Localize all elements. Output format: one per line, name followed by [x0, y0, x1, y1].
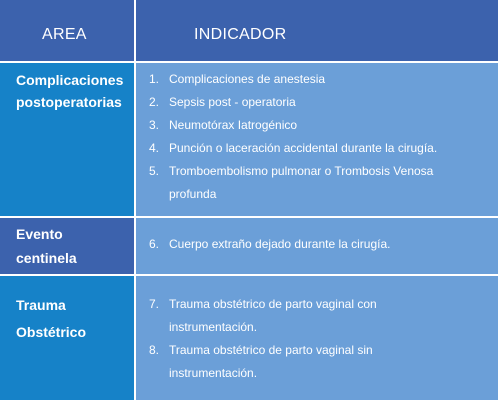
indicator-cell-evento-centinela: [136, 218, 498, 274]
item-text: Neumotórax Iatrogénico: [169, 118, 298, 132]
item-text: Complicaciones de anestesia: [169, 72, 326, 86]
item-number: 7.: [149, 297, 160, 311]
list-item: [149, 114, 437, 137]
indicator-cell-postoperatorias: [136, 63, 498, 216]
area-label-line: Complicaciones: [16, 72, 124, 88]
item-text: Trauma obstétrico de parto vaginal sin: [169, 343, 373, 357]
list-item: [149, 362, 377, 385]
header-indicador-label: INDICADOR: [194, 26, 287, 43]
list-item: [149, 235, 390, 253]
item-number: 1.: [149, 72, 160, 86]
item-number: 6.: [149, 237, 160, 251]
item-text: Trauma obstétrico de parto vaginal con: [169, 297, 377, 311]
item-number: 8.: [149, 343, 160, 357]
list-item: [149, 68, 437, 91]
list-item: [149, 183, 437, 206]
item-text: Cuerpo extraño dejado durante la cirugía.: [169, 237, 391, 251]
header-area-cell: [0, 0, 134, 61]
list-item: [149, 339, 377, 362]
item-number: 4.: [149, 141, 160, 155]
item-text: instrumentación.: [169, 366, 258, 380]
indicator-list: [149, 293, 377, 385]
area-label-postoperatorias: [16, 69, 123, 113]
list-item: [149, 293, 377, 316]
area-label-line: Trauma: [16, 297, 66, 313]
indicator-list: [149, 235, 390, 253]
list-item: [149, 160, 437, 183]
area-label-trauma-obstetrico: [16, 292, 86, 346]
item-text: profunda: [169, 187, 217, 201]
item-text: Tromboembolismo pulmonar o Trombosis Venosa: [169, 164, 434, 178]
area-cell-evento-centinela: [0, 218, 134, 274]
area-label-line: centinela: [16, 250, 77, 266]
list-item: [149, 91, 437, 114]
area-label-line: postoperatorias: [16, 94, 122, 110]
area-label-line: Obstétrico: [16, 324, 87, 340]
item-number: 5.: [149, 164, 160, 178]
area-label-evento-centinela: [16, 222, 77, 270]
indicator-cell-trauma-obstetrico: [136, 276, 498, 400]
list-item: [149, 137, 437, 160]
header-indicador-cell: [136, 0, 498, 61]
item-number: [149, 183, 169, 206]
item-text: Punción o laceración accidental durante la cirugía.: [169, 141, 438, 155]
list-item: [149, 316, 377, 339]
header-area-label: AREA: [42, 26, 87, 43]
area-label-line: Evento: [16, 226, 63, 242]
indicator-list: [149, 68, 437, 206]
area-cell-postoperatorias: [0, 63, 134, 216]
item-text: instrumentación.: [169, 320, 258, 334]
item-number: 2.: [149, 95, 160, 109]
area-cell-trauma-obstetrico: [0, 276, 134, 400]
item-number: [149, 362, 169, 385]
item-number: 3.: [149, 118, 160, 132]
item-number: [149, 316, 169, 339]
item-text: Sepsis post - operatoria: [169, 95, 296, 109]
